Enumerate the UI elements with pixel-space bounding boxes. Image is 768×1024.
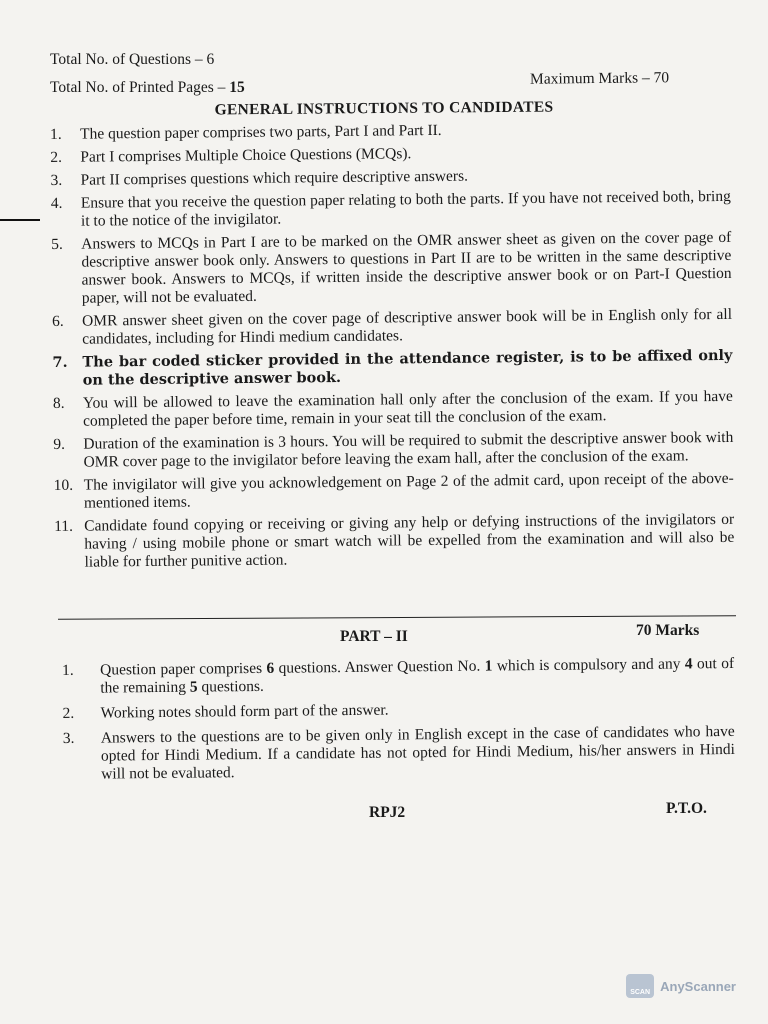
item-number: 3. bbox=[62, 729, 75, 747]
item-text: out of the remaining bbox=[100, 654, 735, 697]
instruction-item bbox=[54, 470, 734, 513]
instruction-item bbox=[50, 119, 730, 144]
item-number: 10. bbox=[53, 476, 74, 494]
item-number: 4. bbox=[50, 194, 63, 212]
instruction-item-bold bbox=[52, 347, 732, 390]
item-text: Duration of the examination is 3 hours. You will be required to submit the descriptive answer book with OMR cover page to the invigilator before leaving the exam hall, after the conclusion of the exam. bbox=[83, 428, 734, 471]
item-number: 5. bbox=[51, 235, 63, 253]
item-number: 1. bbox=[62, 661, 74, 679]
item-text: The question paper comprises two parts, Part I and Part II. bbox=[79, 121, 442, 143]
total-questions: Total No. of Questions – 6 bbox=[50, 51, 215, 68]
item-text: The bar coded sticker provided in the attendance register, is to be affixed only on the descriptive answer book. bbox=[82, 346, 733, 389]
total-pages-value: 15 bbox=[229, 79, 245, 96]
part-two-marks: 70 Marks bbox=[636, 622, 700, 639]
item-text: questions. Answer Question No. bbox=[274, 657, 485, 677]
total-pages-label: Total No. of Printed Pages – bbox=[50, 79, 230, 96]
instruction-item bbox=[52, 306, 732, 349]
part-two-item bbox=[62, 698, 734, 723]
item-text: questions. bbox=[197, 677, 264, 696]
margin-pen-mark bbox=[0, 219, 40, 221]
scanner-logo-icon bbox=[626, 974, 654, 998]
general-instructions-list bbox=[50, 119, 735, 577]
please-turn-over: P.T.O. bbox=[666, 800, 707, 817]
item-number: 1. bbox=[50, 125, 62, 143]
general-instructions-title: GENERAL INSTRUCTIONS TO CANDIDATES bbox=[214, 98, 554, 119]
item-text: Candidate found copying or receiving or giving any help or defying instructions of the invigilators or having / using mobile phone or smart watch will be expelled from the examination and will also be liable for further punitive action. bbox=[84, 510, 735, 571]
part-two-instructions-list bbox=[62, 655, 735, 791]
item-text: Answers to MCQs in Part I are to be marked on the OMR answer sheet as given on the cover page of descriptive answer book only. Answers to questions in Part II are to be written in the same descriptive answer book. Answers to MCQs, if written inside the descriptive answer book or on Part-I Question paper, will not be evaluated. bbox=[81, 228, 732, 307]
item-number: 11. bbox=[54, 517, 74, 535]
scanner-logo-text: SCAN bbox=[630, 989, 651, 996]
scanner-watermark bbox=[626, 974, 736, 998]
part-two-item bbox=[62, 655, 734, 698]
item-number: 8. bbox=[52, 394, 65, 412]
instruction-item bbox=[53, 388, 733, 431]
item-text: The invigilator will give you acknowledgement on Page 2 of the admit card, upon receipt of the above-mentioned items. bbox=[83, 469, 734, 512]
total-questions-count: 6 bbox=[266, 659, 275, 677]
item-text: Question paper comprises bbox=[99, 659, 267, 679]
instruction-item bbox=[50, 142, 730, 167]
item-number: 2. bbox=[50, 148, 63, 166]
item-number: 6. bbox=[51, 312, 64, 330]
item-number: 3. bbox=[50, 171, 63, 189]
instruction-item bbox=[51, 229, 732, 308]
item-text: Ensure that you receive the question paper relating to both the parts. If you have not received both, bring it to the notice of the invigilator. bbox=[80, 187, 731, 230]
questions-to-answer-count: 4 bbox=[684, 655, 693, 673]
total-pages bbox=[50, 79, 245, 97]
item-text: Working notes should form part of the answer. bbox=[100, 701, 389, 722]
item-number: 9. bbox=[53, 435, 66, 453]
item-number: 7. bbox=[52, 353, 68, 371]
part-two-item bbox=[63, 723, 736, 784]
item-text: Part II comprises questions which require descriptive answers. bbox=[80, 167, 469, 189]
section-divider bbox=[58, 615, 736, 620]
item-number: 2. bbox=[62, 704, 75, 722]
maximum-marks: Maximum Marks – 70 bbox=[529, 69, 670, 88]
instruction-item bbox=[51, 188, 731, 231]
paper-code: RPJ2 bbox=[369, 804, 406, 821]
compulsory-question-number: 1 bbox=[484, 657, 493, 675]
instruction-item bbox=[54, 511, 735, 572]
item-text: Part I comprises Multiple Choice Questions (MCQs). bbox=[80, 145, 412, 166]
item-text: Answers to the questions are to be given only in English except in the case of candidates who have opted for Hindi Medium. If a candidate has not opted for Hindi Medium, his/her answers in Hindi will not be evaluated. bbox=[100, 722, 736, 783]
instruction-item bbox=[53, 429, 733, 472]
part-two-title: PART – II bbox=[340, 628, 408, 645]
instruction-item bbox=[50, 165, 730, 190]
item-text: You will be allowed to leave the examination hall only after the conclusion of the exam. If you have completed the paper before time, remain in your seat till the conclusion of the exam. bbox=[82, 387, 733, 430]
remaining-questions-count: 5 bbox=[189, 678, 198, 696]
item-text: which is compulsory and any bbox=[492, 655, 685, 675]
scanner-brand: AnyScanner bbox=[660, 978, 736, 994]
item-text: OMR answer sheet given on the cover page of descriptive answer book will be in English only for all candidates, including for Hindi medium candidates. bbox=[81, 305, 733, 348]
